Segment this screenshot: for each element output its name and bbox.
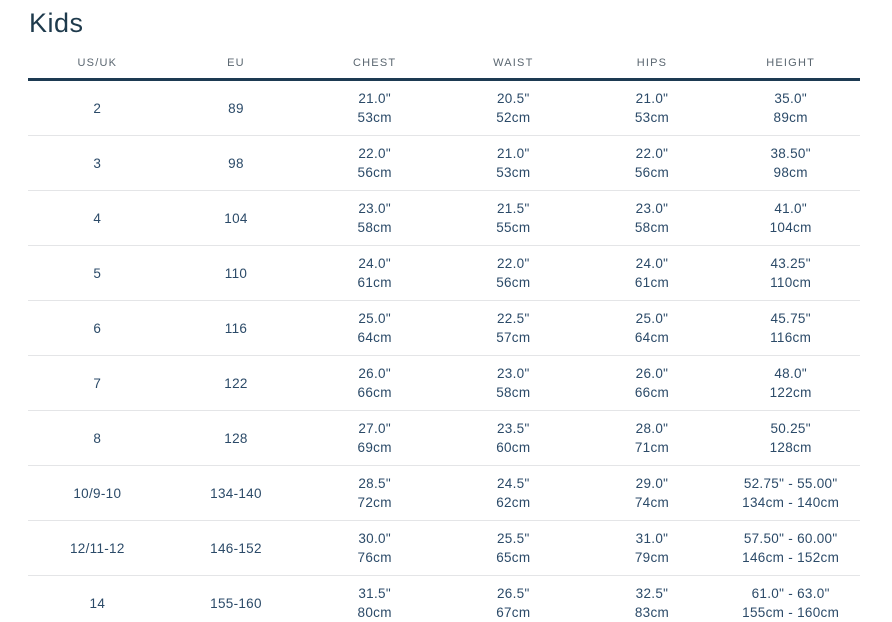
cell-value: 25.0" xyxy=(358,311,391,326)
eu-cell xyxy=(167,191,306,246)
hips-cell xyxy=(583,136,722,191)
cell-value: 58cm xyxy=(496,385,531,400)
cell-value: 10/9-10 xyxy=(73,485,122,501)
cell-value: 5 xyxy=(93,265,102,281)
chest-cell xyxy=(305,136,444,191)
hips-cell xyxy=(583,301,722,356)
cell-value: 61.0" - 63.0" xyxy=(751,586,830,601)
cell-value: 74cm xyxy=(634,495,670,510)
table-row xyxy=(28,301,860,356)
cell-value: 50.25" xyxy=(770,421,811,436)
cell-value: 62cm xyxy=(496,495,531,510)
cell-value: 53cm xyxy=(634,110,670,125)
cell-value: 8 xyxy=(93,430,102,446)
cell-value: 28.0" xyxy=(635,421,669,436)
cell-value: 134-140 xyxy=(210,485,262,501)
cell-value: 61cm xyxy=(357,275,392,290)
hips-cell xyxy=(583,356,722,411)
cell-value: 23.0" xyxy=(358,201,391,216)
cell-value: 21.0" xyxy=(635,91,669,106)
height-cell xyxy=(721,576,860,622)
cell-value: 7 xyxy=(93,375,102,391)
waist-cell xyxy=(444,80,583,136)
cell-value: 69cm xyxy=(357,440,392,455)
cell-value: 64cm xyxy=(634,330,670,345)
cell-value: 30.0" xyxy=(358,531,391,546)
table-row xyxy=(28,411,860,466)
cell-value: 116 xyxy=(224,320,248,336)
cell-value: 128 xyxy=(224,430,248,446)
chest-cell xyxy=(305,301,444,356)
cell-value: 26.0" xyxy=(635,366,669,381)
cell-value: 12/11-12 xyxy=(69,540,125,556)
cell-value: 22.0" xyxy=(497,256,530,271)
height-cell xyxy=(721,80,860,136)
waist-cell xyxy=(444,411,583,466)
cell-value: 71cm xyxy=(634,440,670,455)
chest-cell xyxy=(305,521,444,576)
cell-value: 56cm xyxy=(357,165,392,180)
table-row xyxy=(28,80,860,136)
cell-value: 24.0" xyxy=(358,256,391,271)
chest-cell xyxy=(305,80,444,136)
table-header-row xyxy=(28,51,860,80)
height-cell xyxy=(721,466,860,521)
cell-value: 21.0" xyxy=(497,146,530,161)
us-uk-cell xyxy=(28,301,167,356)
cell-value: 72cm xyxy=(357,495,392,510)
height-cell xyxy=(721,356,860,411)
hips-cell xyxy=(583,521,722,576)
hips-cell xyxy=(583,80,722,136)
eu-cell xyxy=(167,301,306,356)
cell-value: 22.5" xyxy=(497,311,530,326)
cell-value: 26.0" xyxy=(358,366,391,381)
cell-value: 83cm xyxy=(634,605,670,620)
eu-cell xyxy=(167,411,306,466)
cell-value: 146cm - 152cm xyxy=(742,550,840,565)
height-cell xyxy=(721,136,860,191)
waist-cell xyxy=(444,521,583,576)
cell-value: 98 xyxy=(228,155,244,171)
waist-cell xyxy=(444,246,583,301)
waist-cell xyxy=(444,301,583,356)
cell-value: 23.0" xyxy=(497,366,530,381)
cell-value: 3 xyxy=(93,155,102,171)
cell-value: 4 xyxy=(93,210,102,226)
us-uk-cell xyxy=(28,411,167,466)
cell-value: 20.5" xyxy=(497,91,530,106)
table-row xyxy=(28,356,860,411)
cell-value: 66cm xyxy=(634,385,670,400)
cell-value: 110 xyxy=(224,265,248,281)
chest-cell xyxy=(305,411,444,466)
cell-value: 61cm xyxy=(634,275,670,290)
us-uk-cell xyxy=(28,576,167,622)
height-cell xyxy=(721,301,860,356)
cell-value: 23.0" xyxy=(635,201,669,216)
cell-value: 53cm xyxy=(357,110,392,125)
column-header-height: HEIGHT xyxy=(721,51,860,80)
cell-value: 48.0" xyxy=(774,366,807,381)
cell-value: 89 xyxy=(228,100,244,116)
eu-cell xyxy=(167,356,306,411)
eu-cell xyxy=(167,466,306,521)
chest-cell xyxy=(305,191,444,246)
height-cell xyxy=(721,521,860,576)
us-uk-cell xyxy=(28,466,167,521)
eu-cell xyxy=(167,576,306,622)
cell-value: 2 xyxy=(93,100,102,116)
hips-cell xyxy=(583,191,722,246)
column-header-us-uk: US/UK xyxy=(28,51,167,80)
cell-value: 55cm xyxy=(496,220,531,235)
cell-value: 76cm xyxy=(357,550,392,565)
hips-cell xyxy=(583,466,722,521)
cell-value: 45.75" xyxy=(770,311,811,326)
column-header-eu: EU xyxy=(167,51,306,80)
table-row xyxy=(28,576,860,622)
cell-value: 38.50" xyxy=(770,146,811,161)
eu-cell xyxy=(167,521,306,576)
cell-value: 79cm xyxy=(634,550,670,565)
cell-value: 57cm xyxy=(496,330,531,345)
cell-value: 104 xyxy=(224,210,248,226)
kids-size-table xyxy=(28,51,860,622)
table-row xyxy=(28,191,860,246)
hips-cell xyxy=(583,246,722,301)
hips-cell xyxy=(583,576,722,622)
waist-cell xyxy=(444,466,583,521)
cell-value: 32.5" xyxy=(635,586,669,601)
cell-value: 35.0" xyxy=(774,91,807,106)
us-uk-cell xyxy=(28,80,167,136)
us-uk-cell xyxy=(28,136,167,191)
cell-value: 24.5" xyxy=(497,476,530,491)
cell-value: 23.5" xyxy=(497,421,530,436)
us-uk-cell xyxy=(28,246,167,301)
cell-value: 52.75" - 55.00" xyxy=(743,476,838,491)
table-row xyxy=(28,136,860,191)
cell-value: 31.5" xyxy=(358,586,391,601)
eu-cell xyxy=(167,136,306,191)
cell-value: 58cm xyxy=(634,220,670,235)
cell-value: 122 xyxy=(224,375,248,391)
cell-value: 110cm xyxy=(770,275,812,290)
table-row xyxy=(28,521,860,576)
cell-value: 64cm xyxy=(357,330,392,345)
cell-value: 26.5" xyxy=(497,586,530,601)
cell-value: 14 xyxy=(89,595,106,611)
cell-value: 116cm xyxy=(770,330,812,345)
waist-cell xyxy=(444,356,583,411)
table-body xyxy=(28,80,860,622)
page-title: Kids xyxy=(29,8,84,38)
cell-value: 66cm xyxy=(357,385,392,400)
column-header-hips: HIPS xyxy=(583,51,722,80)
us-uk-cell xyxy=(28,191,167,246)
eu-cell xyxy=(167,246,306,301)
height-cell xyxy=(721,191,860,246)
eu-cell xyxy=(167,80,306,136)
cell-value: 41.0" xyxy=(774,201,807,216)
cell-value: 29.0" xyxy=(635,476,669,491)
waist-cell xyxy=(444,576,583,622)
us-uk-cell xyxy=(28,521,167,576)
cell-value: 27.0" xyxy=(358,421,391,436)
cell-value: 80cm xyxy=(357,605,392,620)
table-row xyxy=(28,466,860,521)
waist-cell xyxy=(444,191,583,246)
cell-value: 128cm xyxy=(769,440,812,455)
cell-value: 6 xyxy=(93,320,102,336)
cell-value: 24.0" xyxy=(635,256,669,271)
cell-value: 43.25" xyxy=(770,256,811,271)
cell-value: 60cm xyxy=(496,440,531,455)
cell-value: 56cm xyxy=(634,165,670,180)
height-cell xyxy=(721,411,860,466)
chest-cell xyxy=(305,576,444,622)
cell-value: 134cm - 140cm xyxy=(742,495,840,510)
cell-value: 57.50" - 60.00" xyxy=(743,531,838,546)
cell-value: 122cm xyxy=(769,385,812,400)
cell-value: 146-152 xyxy=(210,540,262,556)
cell-value: 155-160 xyxy=(210,595,262,611)
table-header xyxy=(28,51,860,80)
cell-value: 31.0" xyxy=(635,531,669,546)
cell-value: 21.5" xyxy=(497,201,530,216)
cell-value: 104cm xyxy=(769,220,812,235)
waist-cell xyxy=(444,136,583,191)
cell-value: 21.0" xyxy=(358,91,391,106)
height-cell xyxy=(721,246,860,301)
table-row xyxy=(28,246,860,301)
column-header-chest: CHEST xyxy=(305,51,444,80)
cell-value: 65cm xyxy=(496,550,531,565)
us-uk-cell xyxy=(28,356,167,411)
cell-value: 25.0" xyxy=(635,311,669,326)
chest-cell xyxy=(305,356,444,411)
column-header-waist: WAIST xyxy=(444,51,583,80)
cell-value: 22.0" xyxy=(635,146,669,161)
cell-value: 98cm xyxy=(773,165,808,180)
cell-value: 67cm xyxy=(496,605,531,620)
cell-value: 22.0" xyxy=(358,146,391,161)
cell-value: 25.5" xyxy=(497,531,530,546)
cell-value: 89cm xyxy=(773,110,808,125)
chest-cell xyxy=(305,466,444,521)
cell-value: 28.5" xyxy=(358,476,391,491)
cell-value: 52cm xyxy=(496,110,531,125)
cell-value: 58cm xyxy=(357,220,392,235)
cell-value: 53cm xyxy=(496,165,531,180)
cell-value: 155cm - 160cm xyxy=(742,605,840,620)
cell-value: 56cm xyxy=(496,275,531,290)
chest-cell xyxy=(305,246,444,301)
hips-cell xyxy=(583,411,722,466)
